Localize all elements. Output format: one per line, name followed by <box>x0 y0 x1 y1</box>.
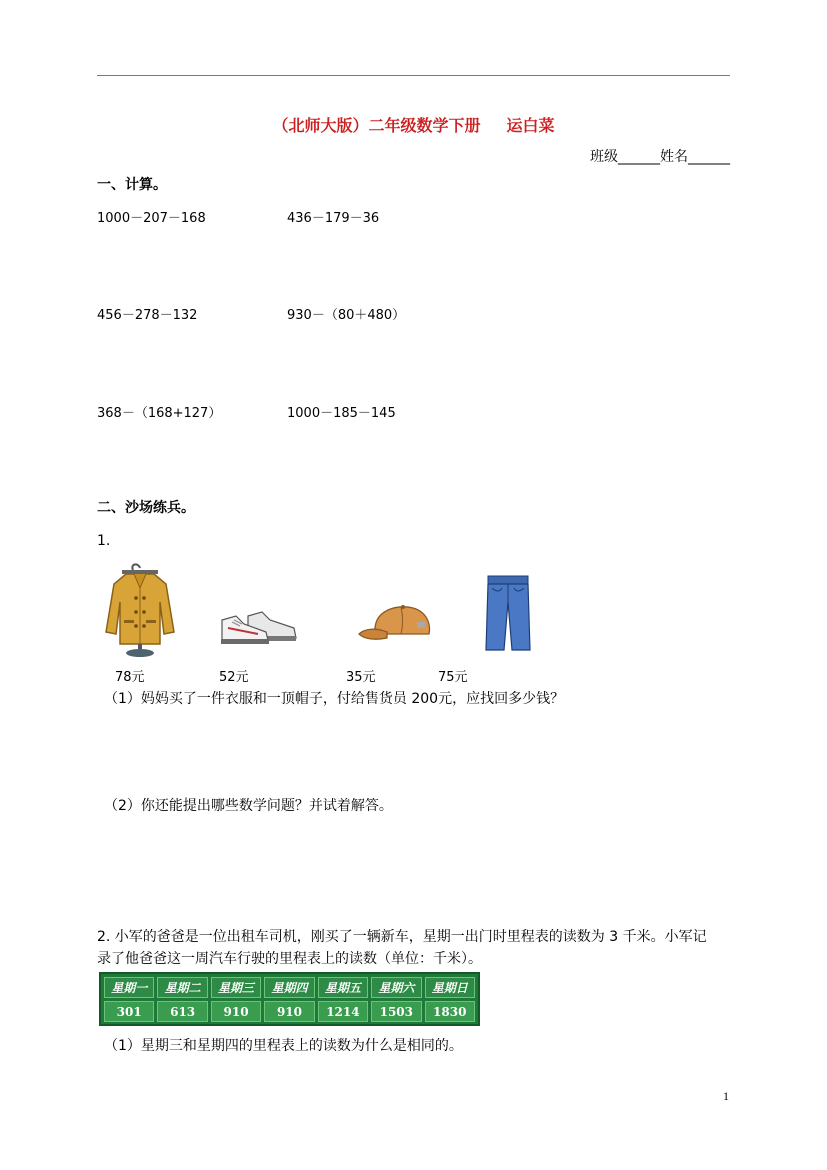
cap-icon <box>357 602 437 644</box>
mileage-value-cell: 613 <box>157 1001 207 1022</box>
mileage-header-row <box>104 977 475 998</box>
mileage-value-cell: 1214 <box>318 1001 368 1022</box>
question-1-part-2: （2）你还能提出哪些数学问题？并试着解答。 <box>104 798 393 814</box>
mileage-value-cell: 1830 <box>425 1001 475 1022</box>
mileage-header-cell: 星期三 <box>211 977 261 998</box>
mileage-table <box>99 972 480 1026</box>
title-main: （北师大版）二年级数学下册 <box>272 116 481 135</box>
jeans-icon <box>484 574 532 652</box>
price-cap: 35元 <box>346 670 376 685</box>
expression-6: 1000－185－145 <box>287 406 396 421</box>
question-1-part-1: （1）妈妈买了一件衣服和一顶帽子，付给售货员 200元，应找回多少钱？ <box>104 691 565 707</box>
mileage-header-cell: 星期一 <box>104 977 154 998</box>
page-number: 1 <box>723 1089 729 1103</box>
price-coat: 78元 <box>115 670 145 685</box>
mileage-header-cell: 星期四 <box>264 977 314 998</box>
shoes-icon <box>218 606 300 646</box>
mileage-header-cell: 星期二 <box>157 977 207 998</box>
section2-heading: 二、沙场练兵。 <box>97 500 195 516</box>
mileage-header-cell: 星期六 <box>371 977 421 998</box>
mileage-value-row <box>104 1001 475 1022</box>
header-rule <box>97 75 730 76</box>
expression-3: 456－278－132 <box>97 308 198 323</box>
coat-icon <box>100 562 180 658</box>
page-title <box>0 113 827 136</box>
mileage-value-cell: 910 <box>264 1001 314 1022</box>
mileage-value-cell: 301 <box>104 1001 154 1022</box>
question-2-text-line-2: 录了他爸爸这一周汽车行驶的里程表上的读数（单位：千米）。 <box>97 951 482 967</box>
expression-5: 368－（168+127） <box>97 406 222 421</box>
class-name-line: 班级______姓名______ <box>590 149 730 165</box>
section1-heading: 一、计算。 <box>97 177 167 193</box>
expression-2: 436－179－36 <box>287 211 380 226</box>
price-shoes: 52元 <box>219 670 249 685</box>
question-2-text-line-1: 2. 小军的爸爸是一位出租车司机，刚买了一辆新车，星期一出门时里程表的读数为 3 千米。小军记 <box>97 929 707 945</box>
mileage-header-cell: 星期五 <box>318 977 368 998</box>
expression-4: 930－（80＋480） <box>287 308 406 323</box>
price-jeans: 75元 <box>438 670 468 685</box>
expression-1: 1000－207－168 <box>97 211 206 226</box>
question-1-label: 1. <box>97 533 111 549</box>
question-2-part-1: （1）星期三和星期四的里程表上的读数为什么是相同的。 <box>104 1038 463 1054</box>
title-sub: 运白菜 <box>506 116 555 135</box>
mileage-value-cell: 910 <box>211 1001 261 1022</box>
mileage-value-cell: 1503 <box>371 1001 421 1022</box>
mileage-header-cell: 星期日 <box>425 977 475 998</box>
